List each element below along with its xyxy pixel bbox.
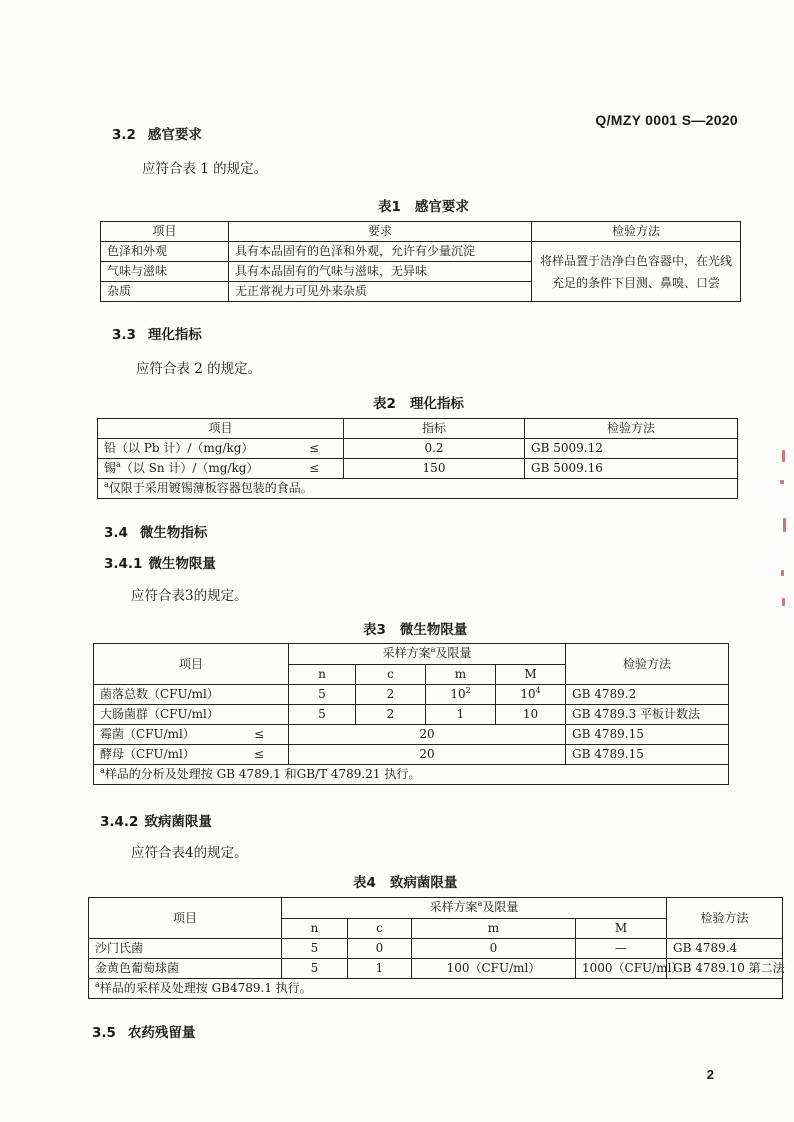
table-header-cell: 项目 [94, 644, 289, 685]
table-cell: GB 5009.12 [525, 439, 738, 459]
item-label: （以 Sn 计）/（mg/kg） [120, 461, 259, 475]
table-note [94, 765, 729, 785]
table-note-row [89, 979, 783, 999]
section-number: 3.2 [112, 127, 136, 143]
table-note [98, 479, 738, 499]
table-cell: 150 [344, 459, 525, 479]
table-cell: 10 [496, 705, 566, 725]
table-cell: 杂质 [101, 282, 229, 302]
section-title: 感官要求 [147, 127, 202, 143]
table-row [98, 439, 738, 459]
table-cell: GB 4789.15 [566, 725, 729, 745]
note-text: 仅限于采用镀锡薄板容器包装的食品。 [108, 481, 313, 495]
table-4-pathogen [88, 897, 783, 999]
table-cell: 色泽和外观 [101, 242, 229, 262]
table-cell: 菌落总数（CFU/ml） [94, 685, 289, 705]
less-equal-symbol: ≤ [308, 441, 319, 455]
table-3-caption [363, 618, 467, 638]
table-cell: 5 [282, 939, 348, 959]
caption-number: 表4 [353, 875, 376, 891]
section-3-3-heading [112, 323, 202, 343]
section-number: 3.4.2 [100, 814, 139, 830]
table-row [94, 705, 729, 725]
caption-title: 致病菌限量 [389, 875, 458, 891]
table-row [94, 685, 729, 705]
table-cell: GB 4789.3 平板计数法 [566, 705, 729, 725]
table-header-cell: 检验方法 [525, 419, 738, 439]
table-row [101, 242, 741, 262]
table-cell [426, 685, 496, 705]
footnote-marker: a [104, 480, 109, 489]
section-number: 3.3 [112, 327, 136, 343]
table-cell: 5 [289, 705, 356, 725]
table-subheader-cell: M [576, 918, 667, 939]
caption-title: 理化指标 [409, 396, 464, 412]
table-cell [94, 745, 289, 765]
less-equal-symbol: ≤ [308, 461, 319, 475]
table-note [89, 979, 783, 999]
table-cell: 大肠菌群（CFU/ml） [94, 705, 289, 725]
table-cell: — [576, 939, 667, 959]
section-3-3-text: 应符合表 2 的规定。 [136, 361, 262, 377]
item-label: 酵母（CFU/ml） [100, 747, 195, 761]
footnote-marker: a [430, 645, 436, 655]
table-cell [98, 459, 344, 479]
table-2-physicochemical [97, 418, 738, 499]
table-1-sensory [100, 221, 741, 302]
section-number: 3.5 [92, 1025, 116, 1041]
table-row [89, 939, 783, 959]
table-cell: 5 [289, 685, 356, 705]
table-cell: 1 [348, 959, 412, 979]
table-cell: 2 [356, 705, 426, 725]
section-title: 致病菌限量 [144, 814, 212, 830]
section-title: 农药残留量 [127, 1025, 196, 1041]
table-cell: 沙门氏菌 [89, 939, 282, 959]
table-row [94, 725, 729, 745]
table-row [98, 459, 738, 479]
section-number: 3.4 [104, 525, 128, 541]
section-3-2-text: 应符合表 1 的规定。 [142, 161, 268, 177]
table-cell: 20 [289, 745, 566, 765]
caption-title: 感官要求 [414, 199, 469, 215]
caption-number: 表2 [373, 396, 396, 412]
table-header-cell: 检验方法 [667, 898, 783, 939]
section-3-4-1-text: 应符合表3的规定。 [131, 588, 248, 604]
table-subheader-cell: c [348, 918, 412, 939]
table-cell: 具有本品固有的气味与滋味，无异味 [229, 262, 532, 282]
section-3-5-heading [92, 1021, 195, 1041]
table-cell: 气味与滋味 [101, 262, 229, 282]
table-header-cell: 检验方法 [566, 644, 729, 685]
standard-code: Q/MZY 0001 S—2020 [595, 112, 738, 128]
seal-mark-fragments [780, 450, 790, 610]
table-subheader-cell: m [426, 664, 496, 685]
table-subheader-cell: m [412, 918, 576, 939]
less-equal-symbol: ≤ [253, 747, 264, 761]
section-number: 3.4.1 [104, 556, 143, 572]
plan-label-suffix: 及限量 [482, 900, 519, 915]
caption-title: 微生物限量 [399, 622, 468, 638]
table-3-microbial [93, 643, 729, 785]
table-cell: 金黄色葡萄球菌 [89, 959, 282, 979]
table-header-cell: 项目 [98, 419, 344, 439]
table-cell: 20 [289, 725, 566, 745]
table-header-cell [289, 644, 566, 665]
table-1-caption [378, 195, 469, 215]
table-4-caption [353, 871, 457, 891]
table-cell: GB 4789.2 [566, 685, 729, 705]
section-title: 理化指标 [147, 327, 202, 343]
item-label-prefix: 锡 [104, 461, 117, 475]
table-cell: 100（CFU/ml） [412, 959, 576, 979]
note-text: 样品的分析及处理按 GB 4789.1 和GB/T 4789.21 执行。 [104, 767, 421, 781]
item-label: 铅（以 Pb 计）/（mg/kg） [104, 441, 254, 455]
plan-label-suffix: 及限量 [435, 646, 472, 661]
item-label: 霉菌（CFU/ml） [100, 727, 195, 741]
table-subheader-cell: n [282, 918, 348, 939]
table-cell [98, 439, 344, 459]
less-equal-symbol: ≤ [253, 727, 264, 741]
table-row [89, 959, 783, 979]
table-subheader-cell: c [356, 664, 426, 685]
note-text: 样品的采样及处理按 GB4789.1 执行。 [99, 981, 312, 995]
table-note-row [98, 479, 738, 499]
section-3-2-heading [112, 123, 202, 143]
plan-label: 采样方案 [382, 646, 431, 661]
caption-number: 表1 [378, 199, 401, 215]
section-title: 微生物限量 [148, 556, 216, 572]
table-header-cell [282, 898, 667, 919]
table-header-cell: 项目 [89, 898, 282, 939]
page-number: 2 [706, 1067, 714, 1082]
footnote-marker: a [477, 899, 483, 909]
table-cell: 2 [356, 685, 426, 705]
table-cell [94, 725, 289, 745]
power-base: 10 [450, 687, 466, 701]
table-subheader-cell: M [496, 664, 566, 685]
table-cell: 0 [348, 939, 412, 959]
power-exponent: 4 [535, 686, 541, 695]
plan-label: 采样方案 [429, 900, 478, 915]
table-header-cell: 检验方法 [532, 222, 741, 242]
table-header-cell: 指标 [344, 419, 525, 439]
footnote-marker: a [100, 766, 105, 775]
table-cell: 1000（CFU/ml） [576, 959, 667, 979]
table-cell: GB 4789.4 [667, 939, 783, 959]
table-cell: 无正常视力可见外来杂质 [229, 282, 532, 302]
footnote-marker: a [116, 460, 121, 469]
table-cell [496, 685, 566, 705]
section-3-4-heading [104, 521, 207, 541]
table-row [94, 745, 729, 765]
table-cell: GB 5009.16 [525, 459, 738, 479]
table-header-cell: 项目 [101, 222, 229, 242]
table-cell: 0 [412, 939, 576, 959]
power-exponent: 2 [465, 686, 471, 695]
section-title: 微生物指标 [139, 525, 208, 541]
table-2-caption [373, 392, 464, 412]
section-3-4-2-heading [100, 810, 212, 830]
table-cell: 5 [282, 959, 348, 979]
table-note-row [94, 765, 729, 785]
caption-number: 表3 [363, 622, 386, 638]
table-cell: 具有本品固有的色泽和外观，允许有少量沉淀 [229, 242, 532, 262]
section-3-4-2-text: 应符合表4的规定。 [131, 845, 248, 861]
table-cell: GB 4789.10 第二法 [667, 959, 783, 979]
table-cell: 0.2 [344, 439, 525, 459]
table-header-cell: 要求 [229, 222, 532, 242]
table-cell: GB 4789.15 [566, 745, 729, 765]
power-base: 10 [520, 687, 536, 701]
section-3-4-1-heading [104, 552, 216, 572]
table-subheader-cell: n [289, 664, 356, 685]
footnote-marker: a [95, 980, 100, 989]
table-method-cell: 将样品置于洁净白色容器中，在光线充足的条件下目测、鼻嗅、口尝 [532, 242, 741, 302]
table-cell: 1 [426, 705, 496, 725]
